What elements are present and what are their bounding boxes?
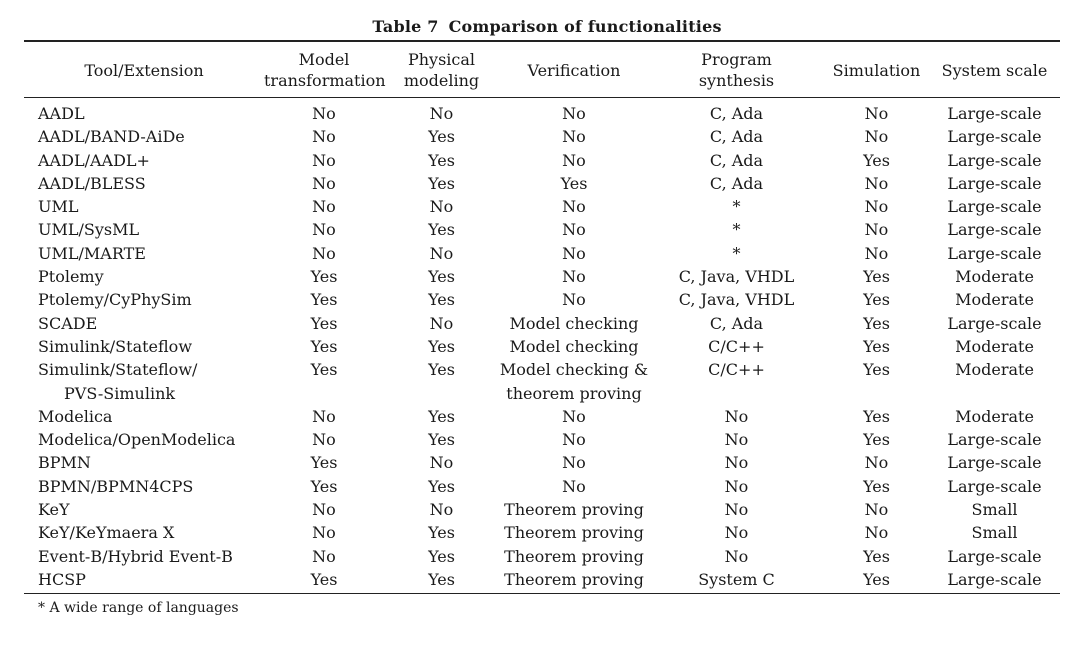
table-row — [24, 242, 1060, 265]
row-tool-name: KeY — [38, 500, 70, 520]
row-tool-name: SCADE — [38, 313, 98, 333]
column-header-tool — [24, 41, 264, 98]
table-caption-title: Comparison of functionalities — [448, 17, 722, 36]
table-cell: Yes — [384, 568, 499, 594]
table-cell: No — [864, 220, 889, 240]
table-cell: No — [429, 313, 454, 333]
table-cell: No — [864, 104, 889, 123]
table-cell: C, Ada — [709, 150, 764, 170]
table-cell: Yes — [863, 150, 890, 170]
column-header-verification — [499, 41, 649, 98]
table-cell: Moderate — [955, 406, 1034, 426]
row-tool-name: Simulink/Stateflow — [38, 336, 193, 356]
table-cell: Yes — [428, 336, 455, 356]
table-cell: Small — [971, 523, 1018, 543]
table-cell: No — [724, 546, 749, 566]
table-cell: Yes — [863, 546, 890, 566]
row-tool-name: Modelica/OpenModelica — [38, 430, 236, 450]
row-tool-name: Ptolemy/CyPhySim — [38, 290, 192, 310]
column-header-text: Model — [298, 50, 350, 69]
column-header-text: Simulation — [832, 60, 921, 80]
table-cell: Yes — [310, 453, 338, 473]
table-cell: No — [312, 150, 336, 170]
table-cell: Yes — [428, 546, 455, 566]
table-cell: No — [562, 290, 586, 310]
table-cell: Yes — [428, 150, 455, 170]
table-cell: Moderate — [955, 290, 1034, 310]
comparison-table — [24, 40, 1060, 594]
table-cell: No — [312, 430, 336, 450]
table-row — [24, 358, 1060, 381]
row-tool-name: PVS-Simulink — [64, 383, 176, 403]
table-row — [24, 428, 1060, 451]
table-cell: Moderate — [955, 336, 1034, 356]
table-cell: Yes — [428, 406, 455, 426]
table-cell: No — [312, 173, 336, 193]
table-cell: No — [312, 406, 336, 426]
table-cell: No — [864, 127, 889, 147]
table-body — [24, 98, 1060, 594]
table-cell: No — [724, 476, 749, 496]
table-cell: * — [732, 220, 741, 240]
table-cell: C, Ada — [709, 127, 764, 147]
row-tool-name: UML/MARTE — [38, 243, 146, 263]
table-cell: C, Ada — [709, 104, 764, 123]
table-cell: Yes — [428, 360, 455, 380]
column-header-text: synthesis — [698, 71, 775, 90]
table-cell: No — [562, 243, 586, 263]
column-header-text: modeling — [403, 71, 480, 90]
column-header-system-scale — [929, 41, 1060, 98]
table-cell: Yes — [428, 476, 455, 496]
column-header-text: Verification — [527, 60, 621, 80]
column-header-text: Tool/Extension — [84, 60, 204, 80]
table-cell: No — [562, 267, 586, 287]
table-cell: Large-scale — [947, 197, 1042, 217]
table-cell: C, Java, VHDL — [678, 267, 795, 287]
table-cell: * — [732, 197, 741, 217]
table-cell: Large-scale — [947, 220, 1042, 240]
table-cell: C/C++ — [708, 336, 765, 356]
table-cell: Yes — [863, 267, 890, 287]
table-cell: Yes — [428, 173, 455, 193]
table-row — [24, 405, 1060, 428]
table-cell: C, Ada — [709, 173, 764, 193]
table-cell: No — [562, 430, 586, 450]
table-cell: No — [724, 430, 749, 450]
table-row — [24, 498, 1060, 521]
table-cell: No — [724, 453, 749, 473]
table-cell: C/C++ — [708, 360, 765, 380]
table-cell: No — [312, 104, 336, 123]
table-cell: No — [562, 406, 586, 426]
table-cell: Yes — [863, 430, 890, 450]
column-header-program-synthesis — [649, 41, 824, 98]
table-cell: No — [864, 197, 889, 217]
table-cell: No — [724, 523, 749, 543]
table-row — [24, 312, 1060, 335]
row-tool-name: AADL/AADL+ — [38, 150, 150, 170]
table-cell: Theorem proving — [504, 546, 644, 566]
table-cell: No — [312, 546, 336, 566]
table-cell: No — [429, 243, 454, 263]
table-cell: Yes — [428, 430, 455, 450]
table-row — [24, 545, 1060, 568]
table-cell: Large-scale — [947, 476, 1042, 496]
table-cell — [649, 382, 824, 405]
table-row — [24, 98, 1060, 126]
table-cell: Model checking — [509, 336, 639, 356]
table-cell: Theorem proving — [504, 500, 644, 520]
table-cell: No — [562, 104, 586, 123]
table-row — [24, 475, 1060, 498]
table-cell: Theorem proving — [499, 568, 649, 594]
table-cell: No — [864, 523, 889, 543]
table-cell: No — [562, 150, 586, 170]
table-cell: Large-scale — [929, 568, 1060, 594]
table-cell: Yes — [863, 406, 890, 426]
table-cell — [264, 382, 384, 405]
row-tool-name: UML — [38, 197, 79, 217]
table-cell: Large-scale — [947, 243, 1042, 263]
row-tool-name: BPMN — [38, 453, 91, 473]
table-cell: Yes — [560, 173, 588, 193]
table-row — [24, 382, 1060, 405]
table-cell: Model checking — [509, 313, 639, 333]
table-cell: No — [562, 220, 586, 240]
table-cell: C, Java, VHDL — [678, 290, 795, 310]
row-tool-name: Ptolemy — [38, 267, 104, 287]
row-tool-name: HCSP — [24, 568, 264, 594]
table-header-row — [24, 41, 1060, 98]
table-cell: Yes — [824, 568, 929, 594]
table-cell: Moderate — [955, 360, 1034, 380]
table-cell: Theorem proving — [504, 523, 644, 543]
table-cell: Large-scale — [947, 430, 1042, 450]
table-cell — [824, 382, 929, 405]
table-cell: Yes — [863, 290, 890, 310]
table-cell: No — [562, 453, 586, 473]
table-cell: No — [724, 500, 749, 520]
table-cell: No — [429, 104, 454, 123]
table-row — [24, 451, 1060, 474]
table-cell: Large-scale — [947, 546, 1042, 566]
column-header-text: transformation — [264, 71, 386, 90]
table-cell: Yes — [428, 220, 455, 240]
column-header-simulation — [824, 41, 929, 98]
table-cell: No — [312, 197, 336, 217]
table-cell: No — [864, 500, 889, 520]
row-tool-name: BPMN/BPMN4CPS — [38, 476, 194, 496]
table-cell: Model checking & — [499, 360, 649, 380]
table-cell: Yes — [428, 127, 455, 147]
table-cell: Yes — [310, 360, 338, 380]
column-header-text: System scale — [941, 60, 1048, 80]
table-cell: No — [562, 476, 586, 496]
table-cell: Yes — [863, 360, 890, 380]
table-cell: No — [312, 523, 336, 543]
row-tool-name: Event-B/Hybrid Event-B — [38, 546, 233, 566]
table-row — [24, 568, 1060, 594]
table-row — [24, 125, 1060, 148]
table-cell: Yes — [863, 313, 890, 333]
table-cell: No — [312, 220, 336, 240]
table-cell: Large-scale — [947, 127, 1042, 147]
table-caption — [34, 14, 1060, 40]
table-cell: Moderate — [955, 267, 1034, 287]
table-row — [24, 265, 1060, 288]
row-tool-name: UML/SysML — [38, 220, 140, 240]
table-figure — [24, 14, 1060, 616]
table-caption-label: Table 7 — [372, 17, 439, 36]
table-cell: Yes — [310, 336, 338, 356]
row-tool-name: Simulink/Stateflow/ — [38, 360, 198, 380]
table-cell: No — [864, 453, 889, 473]
table-cell: Yes — [863, 336, 890, 356]
table-cell: Large-scale — [947, 150, 1042, 170]
table-cell: Yes — [428, 290, 455, 310]
table-row — [24, 195, 1060, 218]
table-row — [24, 288, 1060, 311]
table-row — [24, 521, 1060, 544]
column-header-text: Program — [701, 50, 772, 69]
row-tool-name: KeY/KeYmaera X — [38, 523, 175, 543]
column-header-physical-modeling — [384, 41, 499, 98]
table-cell: Large-scale — [947, 313, 1042, 333]
table-cell: Yes — [428, 523, 455, 543]
table-footnote: * A wide range of languages — [38, 600, 239, 617]
table-cell: C, Ada — [709, 313, 764, 333]
table-cell: No — [312, 500, 336, 520]
table-cell: Yes — [428, 267, 455, 287]
table-cell: System C — [649, 568, 824, 594]
table-cell: No — [562, 127, 586, 147]
table-cell — [929, 382, 1060, 405]
row-tool-name: AADL/BLESS — [38, 173, 146, 193]
row-tool-name: AADL/BAND-AiDe — [38, 127, 185, 147]
row-tool-name: Modelica — [38, 406, 113, 426]
table-cell: No — [724, 406, 749, 426]
table-cell: Yes — [310, 267, 338, 287]
column-header-text: Physical — [407, 50, 476, 69]
table-cell: * — [732, 243, 741, 263]
table-cell: Large-scale — [947, 173, 1042, 193]
table-cell: No — [864, 173, 889, 193]
table-cell: No — [562, 197, 586, 217]
table-cell: Yes — [863, 476, 890, 496]
table-cell: Large-scale — [947, 104, 1042, 123]
table-cell: Yes — [310, 290, 338, 310]
table-cell: No — [312, 127, 336, 147]
table-row — [24, 218, 1060, 241]
table-cell: No — [312, 243, 336, 263]
table-cell — [384, 382, 499, 405]
table-cell: No — [429, 500, 454, 520]
table-cell: No — [429, 197, 454, 217]
table-cell: Yes — [264, 568, 384, 594]
table-cell: Yes — [310, 313, 338, 333]
column-header-model-transformation — [264, 41, 384, 98]
table-row — [24, 149, 1060, 172]
table-cell: Large-scale — [947, 453, 1042, 473]
table-cell: Yes — [310, 476, 338, 496]
row-tool-name: AADL — [38, 104, 85, 123]
table-row — [24, 335, 1060, 358]
table-row — [24, 172, 1060, 195]
table-cell: Small — [971, 500, 1018, 520]
table-cell: theorem proving — [506, 383, 642, 403]
table-cell: No — [864, 243, 889, 263]
table-cell: No — [429, 453, 454, 473]
